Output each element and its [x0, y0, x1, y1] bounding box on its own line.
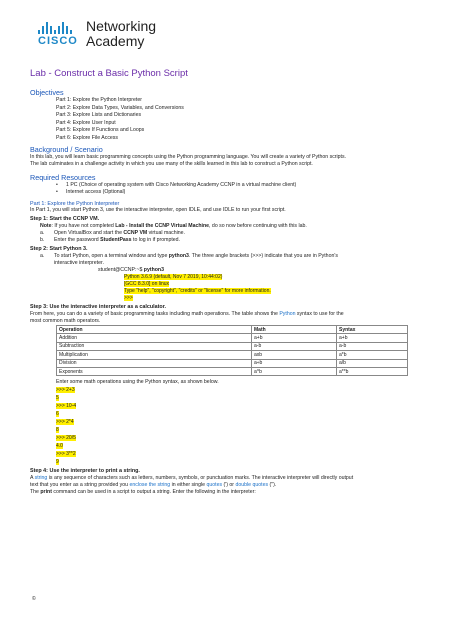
- background-text: In this lab, you will learn basic programming concepts using the Python programming language. You will create a variety of Python scripts.: [30, 154, 347, 160]
- prompt: student@CCNP:~$: [98, 267, 143, 273]
- terminal-output: [30, 274, 448, 281]
- calc-output: [30, 394, 448, 402]
- text: From here, you can do a variety of basic programming tasks including math operations. The table shows the: [30, 311, 280, 317]
- background-text: The lab culminates in a challenge activity in which you use many of the skills learned in this lab to construct a Python script.: [30, 161, 313, 167]
- calc-result: 6: [56, 411, 59, 418]
- resources-heading: Required Resources: [30, 173, 96, 182]
- output-line: Python 3.6.9 (default, Nov 7 2019, 10:44:02): [124, 274, 223, 280]
- cisco-wordmark: CISCO: [38, 35, 78, 47]
- list-num: a.: [40, 230, 45, 236]
- resource-text: 1 PC (Choice of operating system with Cisco Networking Academy CCNP in a virtual machine client): [66, 182, 297, 188]
- note-lab-name: Lab - Install the CCNP Virtual Machine: [115, 223, 210, 229]
- table-row: [57, 351, 408, 359]
- step3-enter: Enter some math operations using the Python syntax, as shown below.: [56, 379, 219, 386]
- page-title: Lab - Construct a Basic Python Script: [30, 68, 188, 79]
- string-link[interactable]: string: [34, 475, 48, 482]
- text: Open VirtualBox and start the: [54, 230, 124, 236]
- note-text: : If you have not completed: [51, 223, 116, 229]
- terminal-output: [30, 288, 448, 295]
- text: A: [30, 475, 35, 482]
- table-header: Syntax: [337, 326, 408, 334]
- table-header: Operation: [57, 326, 252, 334]
- step4-text: [30, 475, 448, 482]
- table-cell: Addition: [57, 334, 252, 342]
- calc-input: [30, 402, 448, 410]
- calc-input: [30, 450, 448, 458]
- text: command can be used in a script to output a string. Enter the following in the interpreter:: [51, 489, 256, 496]
- step2-a: [30, 253, 448, 260]
- step2-heading: Step 2: Start Python 3.: [30, 246, 88, 252]
- calc-output: [30, 426, 448, 434]
- text: virtual machine.: [147, 230, 186, 236]
- table-row: [57, 342, 408, 350]
- step3-text: most common math operators.: [30, 318, 101, 324]
- objective-item: Part 2: Explore Data Types, Variables, and Conversions: [56, 104, 184, 111]
- objective-item: Part 6: Explore File Access: [56, 134, 118, 141]
- text: to log in if prompted.: [131, 237, 181, 243]
- step1-note: [30, 223, 448, 230]
- calc-result: 4.0: [56, 443, 63, 450]
- text: syntax to use for the: [295, 311, 344, 317]
- calc-result: 9: [56, 459, 59, 466]
- text: text that you enter as a string provided you: [30, 482, 130, 489]
- terminal-output: [30, 281, 448, 288]
- table-cell: a+b: [337, 334, 408, 342]
- table-cell: a*b: [337, 351, 408, 359]
- calc-output: [30, 458, 448, 466]
- note-label: Note: [40, 223, 52, 229]
- objective-item: Part 4: Explore User Input: [56, 119, 116, 126]
- table-cell: a-b: [337, 342, 408, 350]
- step4-text: [30, 482, 448, 489]
- resource-text: Internet access (Optional): [66, 189, 126, 195]
- text: (') or: [222, 482, 236, 489]
- math-operators-table: [56, 325, 408, 376]
- step3-text: [30, 311, 448, 318]
- table-row: [57, 367, 408, 375]
- table-cell: a**b: [337, 367, 408, 375]
- table-cell: Multiplication: [57, 351, 252, 359]
- part1-intro: In Part 1, you will start Python 3, use the interactive interpreter, open IDLE, and use IDLE to run your first script.: [30, 207, 286, 213]
- calc-output: [30, 442, 448, 450]
- text: in either single: [170, 482, 207, 489]
- document-content: [30, 68, 448, 496]
- output-line: Type "help", "copyright", "credits" or "license" for more information.: [124, 288, 271, 294]
- output-line: >>>: [124, 295, 133, 301]
- table-header-row: [57, 326, 408, 334]
- output-line: [GCC 8.3.0] on linux: [124, 281, 170, 287]
- calc-expression: >>> 3**2: [56, 451, 76, 458]
- calc-expression: >>> 20/5: [56, 435, 76, 442]
- table-header: Math: [252, 326, 337, 334]
- resource-item: • Internet access (Optional): [56, 189, 126, 195]
- step2-a-cont: interactive interpreter.: [54, 260, 104, 266]
- text: To start Python, open a terminal window and type: [54, 253, 169, 259]
- text: (").: [268, 482, 277, 489]
- objective-item: Part 5: Explore If Functions and Loops: [56, 127, 145, 133]
- enclose-link[interactable]: enclose the string: [129, 482, 171, 489]
- list-num: b.: [40, 237, 45, 243]
- cisco-networking-academy-logo: [38, 20, 238, 50]
- objective-item: Part 3: Explore Lists and Dictionaries: [56, 112, 142, 118]
- table-cell: Division: [57, 359, 252, 367]
- vm-name: CCNP VM: [123, 230, 148, 236]
- print-keyword: print: [40, 489, 52, 496]
- calc-input: [30, 434, 448, 442]
- step1-a: [30, 230, 448, 237]
- background-heading: Background / Scenario: [30, 145, 103, 154]
- python-link[interactable]: Python: [279, 311, 296, 317]
- quotes-link[interactable]: quotes: [206, 482, 223, 489]
- step4-text: [30, 489, 448, 496]
- command-name: python3: [168, 253, 189, 259]
- logo-networking: Networking: [86, 18, 157, 34]
- calc-expression: >>> 2*4: [56, 419, 74, 426]
- step4-heading: Step 4: Use the interpreter to print a string.: [30, 468, 140, 475]
- table-cell: a÷b: [252, 359, 337, 367]
- step1-heading: Step 1: Start the CCNP VM.: [30, 216, 100, 222]
- calc-expression: >>> 10-4: [56, 403, 77, 410]
- objectives-heading: Objectives: [30, 88, 64, 97]
- terminal-prompt: [30, 267, 448, 274]
- table-row: [57, 359, 408, 367]
- calc-input: [30, 418, 448, 426]
- terminal-output: [30, 295, 448, 302]
- table-row: [57, 334, 408, 342]
- calc-result: 8: [56, 427, 59, 434]
- table-cell: a^b: [252, 367, 337, 375]
- step3-heading: Step 3: Use the interactive interpreter as a calculator.: [30, 304, 167, 310]
- calc-result: 5: [56, 395, 59, 402]
- table-cell: a-b: [252, 342, 337, 350]
- calc-output: [30, 410, 448, 418]
- calc-input: [30, 386, 448, 394]
- password: StudentPass: [100, 237, 132, 243]
- text: is any sequence of characters such as letters, numbers, symbols, or punctuation marks. The interactive interpreter will directly output: [47, 475, 354, 482]
- table-cell: Exponents: [57, 367, 252, 375]
- text: . The three angle brackets (>>>) indicate that you are in Python's: [188, 253, 338, 259]
- text: Enter the password: [54, 237, 101, 243]
- text: The: [30, 489, 41, 496]
- copyright-symbol: ©: [32, 596, 36, 602]
- note-text: , do so now before continuing with this lab.: [209, 223, 307, 229]
- list-num: a.: [40, 253, 45, 259]
- table-cell: a/b: [337, 359, 408, 367]
- table-cell: Subtraction: [57, 342, 252, 350]
- table-cell: axb: [252, 351, 337, 359]
- calc-expression: >>> 2+3: [56, 387, 75, 394]
- resource-item: • 1 PC (Choice of operating system with Cisco Networking Academy CCNP in a virtual machine client): [56, 182, 297, 188]
- objective-item: Part 1: Explore the Python Interpreter: [56, 97, 142, 103]
- double-quotes-link[interactable]: double quotes: [235, 482, 269, 489]
- typed-command: python3: [142, 267, 164, 273]
- part1-heading: Part 1: Explore the Python Interpreter: [30, 201, 120, 207]
- cisco-bars-icon: [38, 20, 72, 34]
- table-cell: a+b: [252, 334, 337, 342]
- step1-b: [30, 237, 448, 244]
- logo-academy: Academy: [86, 33, 145, 49]
